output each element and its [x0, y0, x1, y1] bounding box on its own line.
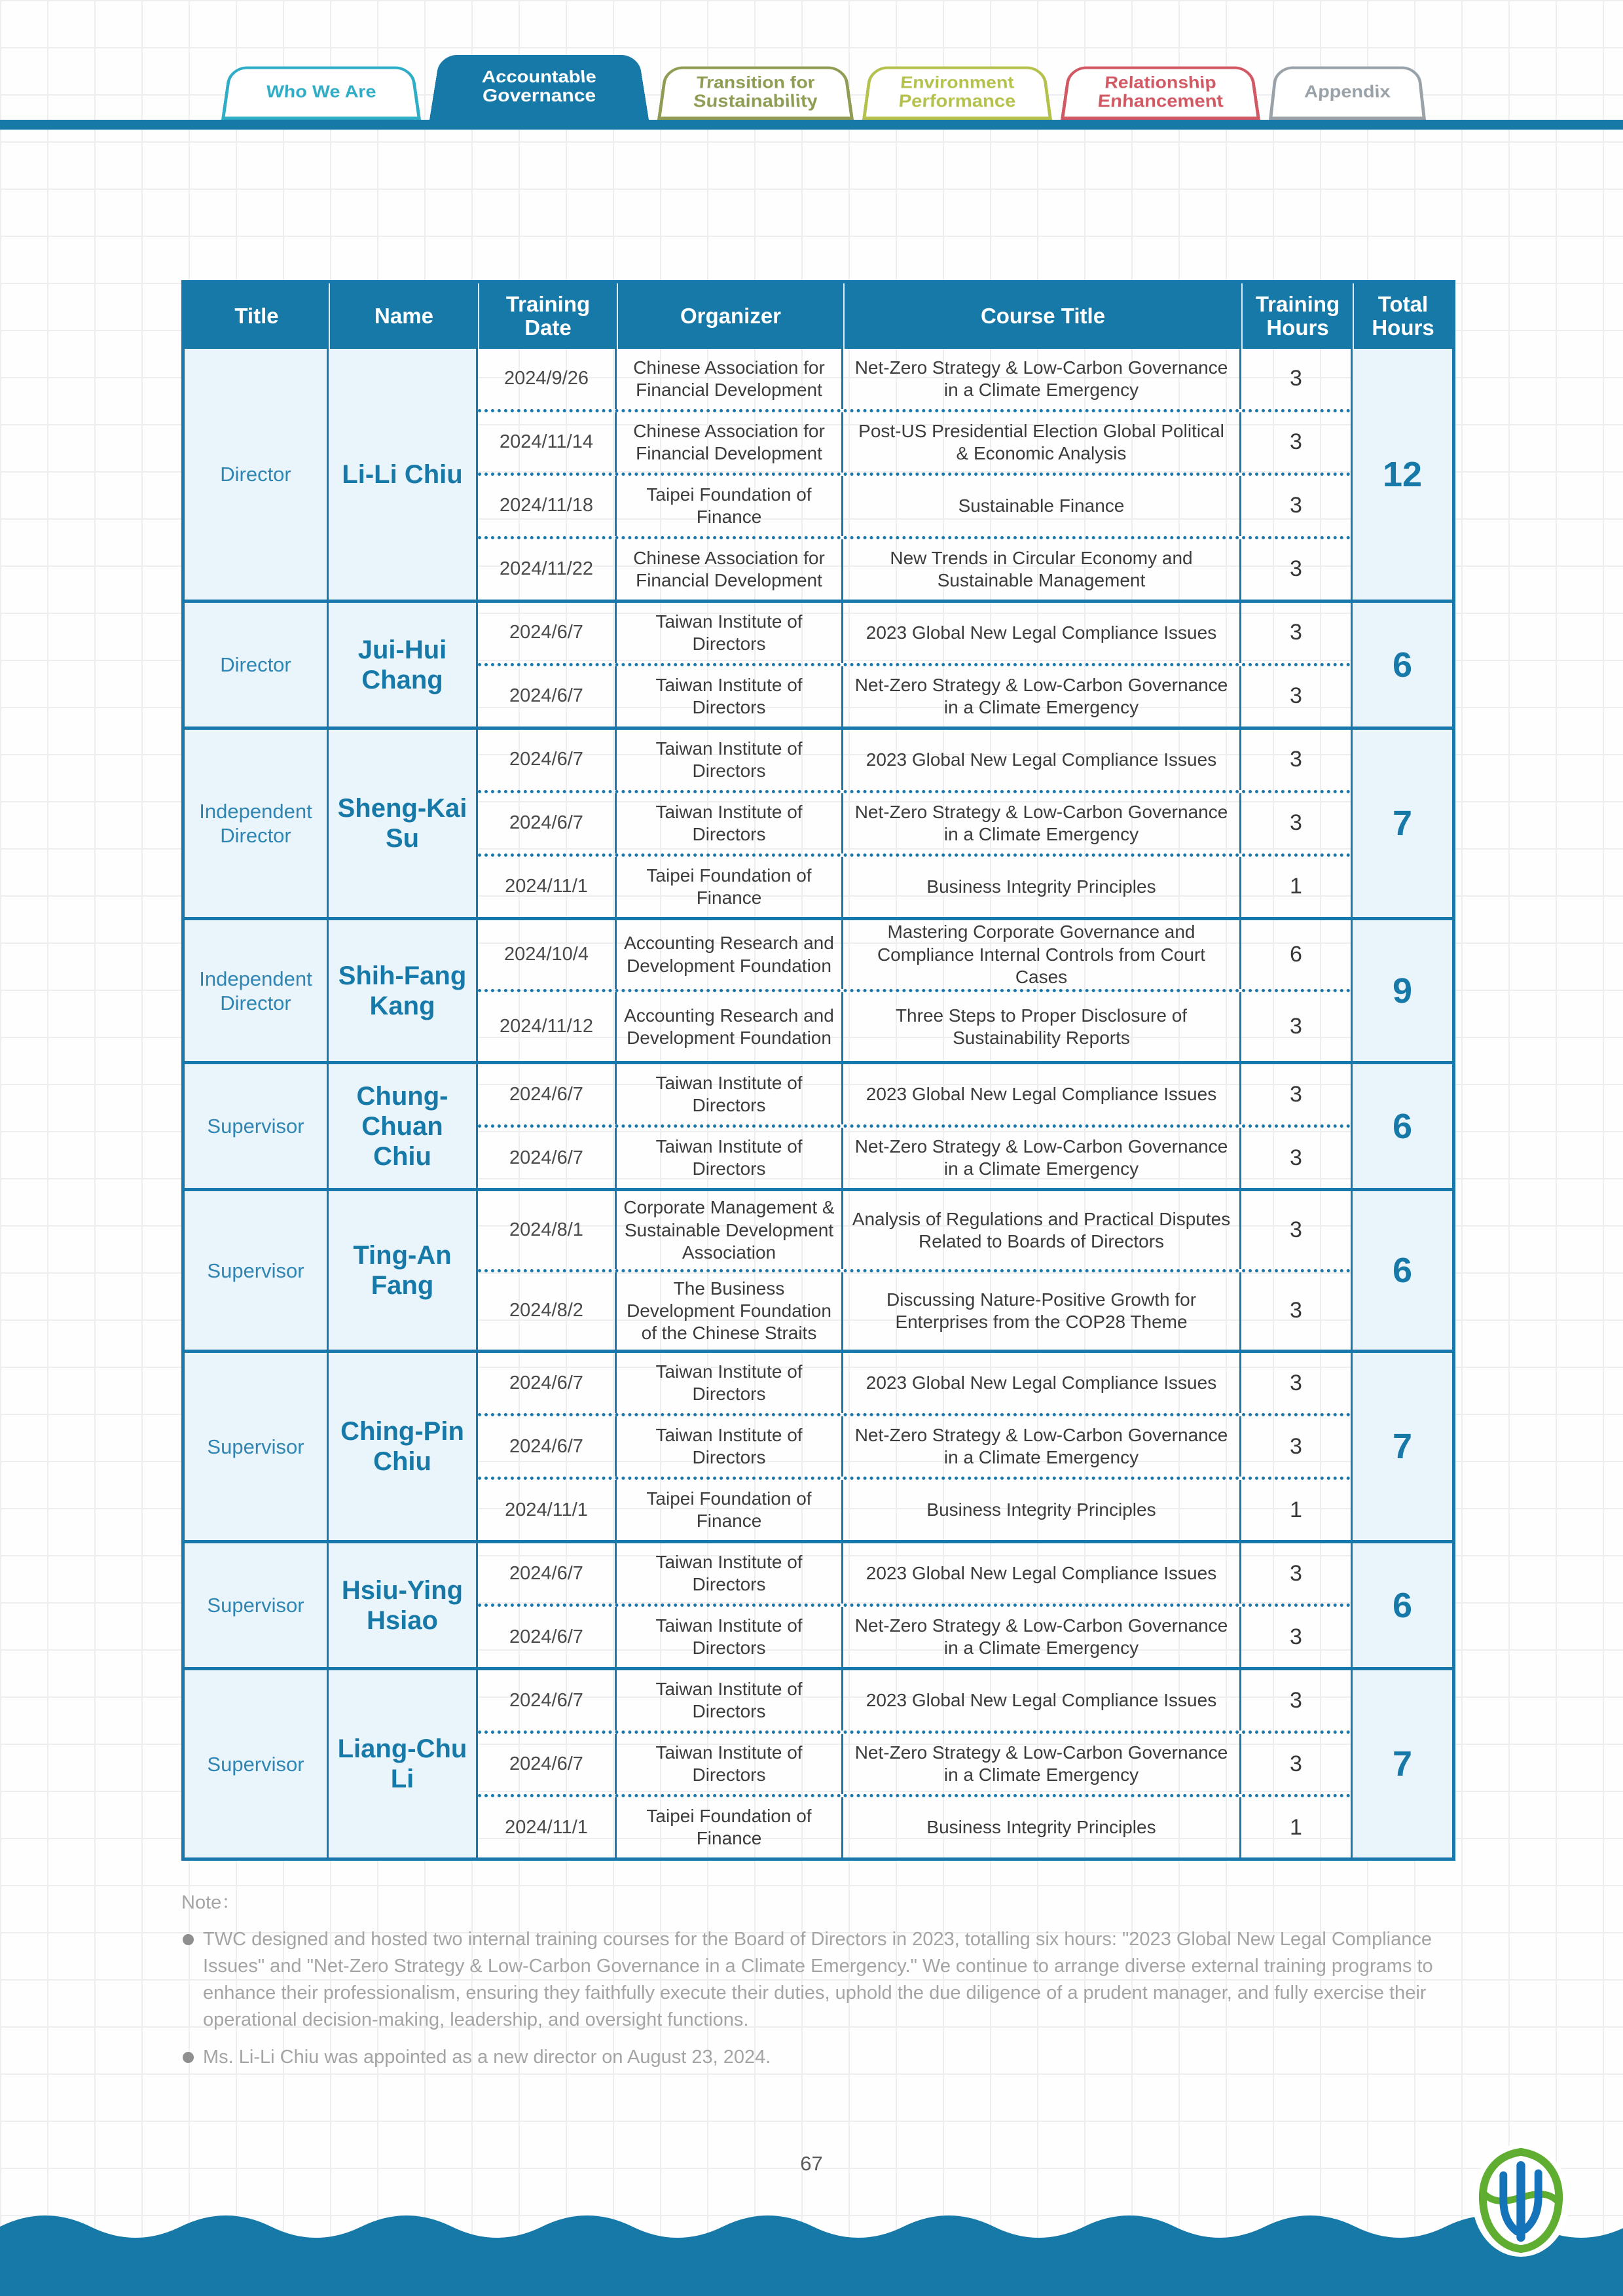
- name-cell: Chung-Chuan Chiu: [329, 1064, 478, 1188]
- note-item: [181, 1926, 1445, 2034]
- record-course: Discussing Nature-Positive Growth for Enterprises from the COP28 Theme: [843, 1272, 1241, 1350]
- records: [478, 1064, 1353, 1188]
- record-date: 2024/6/7: [478, 1416, 617, 1477]
- note-text: TWC designed and hosted two internal training courses for the Board of Directors in 2023, totalling six hours: "2023 Global New Legal Compliance Issues" and "Net-Zero Strategy & Low-Carbon Governance in a Climate Emergency." We continue to arrange diverse external training programs to enhance their professionalism, ensuring they faithfully execute their duties, uphold the due diligence of a prudent manager, and fully exercise their operational decision-making, leadership, and oversight functions.: [203, 1928, 1433, 2031]
- record-course: Business Integrity Principles: [843, 857, 1241, 917]
- tab-environment-performance[interactable]: [862, 66, 1052, 120]
- header-training-hours: Training Hours: [1241, 283, 1353, 349]
- total-cell: 12: [1353, 349, 1452, 600]
- record-organizer: Taiwan Institute of Directors: [617, 1128, 843, 1188]
- table-row: [478, 663, 1351, 726]
- record-organizer: Accounting Research and Development Foundation: [617, 920, 843, 989]
- tab-accountable-governance[interactable]: [429, 55, 649, 120]
- record-date: 2024/6/7: [478, 1353, 617, 1413]
- report-section-tabs: [221, 45, 1426, 120]
- bullet-icon: [183, 2052, 194, 2063]
- record-hours: 1: [1290, 1497, 1302, 1522]
- tab-appendix[interactable]: [1269, 66, 1426, 120]
- table-row: [478, 920, 1351, 989]
- record-course: 2023 Global New Legal Compliance Issues: [843, 1353, 1241, 1413]
- header-organizer: Organizer: [617, 283, 843, 349]
- record-course: Net-Zero Strategy & Low-Carbon Governance in a Climate Emergency: [843, 1128, 1241, 1188]
- header-title: Title: [234, 303, 279, 328]
- note-list: [181, 1926, 1445, 2072]
- record-course: Net-Zero Strategy & Low-Carbon Governance in a Climate Emergency: [843, 1416, 1241, 1477]
- record-course: Sustainable Finance: [843, 476, 1241, 536]
- footer-wave: [0, 2194, 1623, 2296]
- total-cell: 6: [1353, 1191, 1452, 1350]
- record-hours: 3: [1290, 747, 1302, 772]
- table-header-row: [185, 283, 1452, 349]
- total-cell: 6: [1353, 1543, 1452, 1667]
- tab-label: Accountable Governance: [481, 66, 597, 106]
- record-organizer: Taiwan Institute of Directors: [617, 666, 843, 726]
- table-row: [478, 1413, 1351, 1477]
- record-hours: 3: [1290, 1433, 1302, 1459]
- table-group: [185, 1540, 1452, 1667]
- record-hours: 3: [1290, 1217, 1302, 1242]
- name-cell: Ting-An Fang: [329, 1191, 478, 1350]
- table-group: [185, 1667, 1452, 1857]
- record-hours: 3: [1290, 1014, 1302, 1039]
- table-row: [478, 730, 1351, 790]
- record-hours: 3: [1290, 1081, 1302, 1107]
- record-organizer: Taiwan Institute of Directors: [617, 603, 843, 663]
- record-organizer: Taiwan Institute of Directors: [617, 1353, 843, 1413]
- record-course: 2023 Global New Legal Compliance Issues: [843, 603, 1241, 663]
- title-cell: Supervisor: [185, 1191, 329, 1350]
- record-hours: 3: [1290, 1370, 1302, 1395]
- header-name: Name: [329, 283, 478, 349]
- record-hours: 1: [1290, 874, 1302, 899]
- tab-label: Relationship Enhancement: [1097, 73, 1224, 111]
- note-section: [181, 1890, 1445, 2071]
- table-row: [478, 1543, 1351, 1604]
- table-group: [185, 349, 1452, 600]
- record-hours: 3: [1290, 366, 1302, 391]
- table-row: [478, 1477, 1351, 1540]
- name-cell: Liang-Chu Li: [329, 1670, 478, 1857]
- table-row: [478, 1794, 1351, 1857]
- total-cell: 7: [1353, 730, 1452, 917]
- page-number: 67: [800, 2152, 823, 2175]
- record-course: Net-Zero Strategy & Low-Carbon Governance in a Climate Emergency: [843, 1734, 1241, 1794]
- records: [478, 1353, 1353, 1540]
- record-organizer: Chinese Association for Financial Development: [617, 539, 843, 600]
- records: [478, 730, 1353, 917]
- tab-label: Who We Are: [265, 82, 377, 101]
- record-course: Net-Zero Strategy & Low-Carbon Governance in a Climate Emergency: [843, 793, 1241, 853]
- record-date: 2024/11/22: [478, 539, 617, 600]
- record-date: 2024/6/7: [478, 1128, 617, 1188]
- table-group: [185, 1061, 1452, 1188]
- record-organizer: Taiwan Institute of Directors: [617, 1607, 843, 1667]
- record-date: 2024/9/26: [478, 349, 617, 409]
- record-hours: 3: [1290, 1687, 1302, 1713]
- title-cell: Independent Director: [185, 920, 329, 1061]
- name-cell: Jui-Hui Chang: [329, 603, 478, 726]
- record-hours: 3: [1290, 556, 1302, 582]
- record-course: Three Steps to Proper Disclosure of Sustainability Reports: [843, 992, 1241, 1061]
- total-cell: 6: [1353, 603, 1452, 726]
- table-row: [478, 1731, 1351, 1794]
- tab-relationship-enhancement[interactable]: [1061, 66, 1260, 120]
- record-hours: 3: [1290, 1145, 1302, 1170]
- record-course: Net-Zero Strategy & Low-Carbon Governance in a Climate Emergency: [843, 1607, 1241, 1667]
- note-label: Note：: [181, 1892, 241, 1914]
- record-course: Net-Zero Strategy & Low-Carbon Governance in a Climate Emergency: [843, 666, 1241, 726]
- tab-transition-for-sustainability[interactable]: [657, 66, 854, 120]
- record-date: 2024/11/14: [478, 412, 617, 473]
- table-row: [478, 853, 1351, 917]
- bullet-icon: [183, 1934, 194, 1945]
- table-row: [478, 1353, 1351, 1413]
- title-cell: Director: [185, 349, 329, 600]
- total-cell: 7: [1353, 1670, 1452, 1857]
- total-cell: 7: [1353, 1353, 1452, 1540]
- record-organizer: Taiwan Institute of Directors: [617, 1734, 843, 1794]
- note-item: [181, 2044, 1445, 2071]
- record-date: 2024/6/7: [478, 1607, 617, 1667]
- header-training-date: Training Date: [478, 283, 617, 349]
- record-organizer: Corporate Management & Sustainable Development Association: [617, 1191, 843, 1268]
- record-course: 2023 Global New Legal Compliance Issues: [843, 730, 1241, 790]
- record-date: 2024/11/1: [478, 1797, 617, 1857]
- name-cell: Shih-Fang Kang: [329, 920, 478, 1061]
- training-table: [181, 280, 1455, 1861]
- total-cell: 6: [1353, 1064, 1452, 1188]
- record-date: 2024/6/7: [478, 793, 617, 853]
- record-course: Net-Zero Strategy & Low-Carbon Governance in a Climate Emergency: [843, 349, 1241, 409]
- record-hours: 3: [1290, 1298, 1302, 1323]
- name-cell: Sheng-Kai Su: [329, 730, 478, 917]
- header-course-title: Course Title: [843, 283, 1241, 349]
- record-hours: 3: [1290, 810, 1302, 836]
- total-cell: 9: [1353, 920, 1452, 1061]
- record-hours: 1: [1290, 1814, 1302, 1840]
- table-group: [185, 1188, 1452, 1350]
- record-organizer: Chinese Association for Financial Development: [617, 349, 843, 409]
- name-cell: Hsiu-Ying Hsiao: [329, 1543, 478, 1667]
- records: [478, 349, 1353, 600]
- record-course: Mastering Corporate Governance and Compliance Internal Controls from Court Cases: [843, 920, 1241, 989]
- record-organizer: Taiwan Institute of Directors: [617, 730, 843, 790]
- name-cell: Li-Li Chiu: [329, 349, 478, 600]
- record-organizer: Taiwan Institute of Directors: [617, 793, 843, 853]
- record-organizer: Taipei Foundation of Finance: [617, 857, 843, 917]
- record-organizer: Taiwan Institute of Directors: [617, 1416, 843, 1477]
- record-organizer: Accounting Research and Development Foundation: [617, 992, 843, 1061]
- table-row: [478, 1670, 1351, 1731]
- record-hours: 3: [1290, 620, 1302, 645]
- record-date: 2024/8/1: [478, 1191, 617, 1268]
- record-organizer: Taipei Foundation of Finance: [617, 476, 843, 536]
- record-course: New Trends in Circular Economy and Sustainable Management: [843, 539, 1241, 600]
- table-row: [478, 349, 1351, 409]
- record-date: 2024/11/1: [478, 857, 617, 917]
- record-date: 2024/8/2: [478, 1272, 617, 1350]
- record-date: 2024/6/7: [478, 1064, 617, 1124]
- record-course: Post-US Presidential Election Global Political & Economic Analysis: [843, 412, 1241, 473]
- record-date: 2024/6/7: [478, 1543, 617, 1604]
- table-row: [478, 790, 1351, 853]
- record-date: 2024/6/7: [478, 1734, 617, 1794]
- record-date: 2024/10/4: [478, 920, 617, 989]
- table-row: [478, 989, 1351, 1061]
- record-organizer: Taipei Foundation of Finance: [617, 1797, 843, 1857]
- title-cell: Supervisor: [185, 1670, 329, 1857]
- record-organizer: Taipei Foundation of Finance: [617, 1480, 843, 1540]
- record-date: 2024/6/7: [478, 666, 617, 726]
- record-course: Analysis of Regulations and Practical Disputes Related to Boards of Directors: [843, 1191, 1241, 1268]
- records: [478, 1543, 1353, 1667]
- record-hours: 3: [1290, 429, 1302, 455]
- title-cell: Independent Director: [185, 730, 329, 917]
- table-row: [478, 1269, 1351, 1350]
- records: [478, 1670, 1353, 1857]
- records: [478, 603, 1353, 726]
- table-group: [185, 600, 1452, 726]
- table-row: [478, 603, 1351, 663]
- record-course: 2023 Global New Legal Compliance Issues: [843, 1543, 1241, 1604]
- record-organizer: The Business Development Foundation of the Chinese Straits: [617, 1272, 843, 1350]
- table-group: [185, 726, 1452, 917]
- record-date: 2024/6/7: [478, 730, 617, 790]
- record-course: 2023 Global New Legal Compliance Issues: [843, 1670, 1241, 1731]
- record-organizer: Taiwan Institute of Directors: [617, 1064, 843, 1124]
- record-organizer: Chinese Association for Financial Development: [617, 412, 843, 473]
- record-hours: 3: [1290, 1624, 1302, 1649]
- company-logo: [1472, 2144, 1570, 2257]
- tab-label: Appendix: [1304, 82, 1391, 101]
- table-group: [185, 917, 1452, 1061]
- header-total-hours: Total Hours: [1353, 283, 1452, 349]
- table-group: [185, 1350, 1452, 1540]
- table-row: [478, 1124, 1351, 1188]
- record-date: 2024/6/7: [478, 603, 617, 663]
- record-organizer: Taiwan Institute of Directors: [617, 1543, 843, 1604]
- records: [478, 920, 1353, 1061]
- tab-bar-underline: [0, 120, 1623, 130]
- table-row: [478, 473, 1351, 536]
- main-content: [181, 280, 1455, 2081]
- record-hours: 3: [1290, 493, 1302, 518]
- table-row: [478, 409, 1351, 473]
- tab-who-we-are[interactable]: [221, 66, 421, 120]
- table-row: [478, 1191, 1351, 1268]
- note-text: Ms. Li-Li Chiu was appointed as a new director on August 23, 2024.: [203, 2047, 771, 2068]
- record-course: Business Integrity Principles: [843, 1797, 1241, 1857]
- record-course: Business Integrity Principles: [843, 1480, 1241, 1540]
- tab-label: Environment Performance: [898, 73, 1017, 111]
- record-course: 2023 Global New Legal Compliance Issues: [843, 1064, 1241, 1124]
- title-cell: Supervisor: [185, 1353, 329, 1540]
- table-body: [185, 349, 1452, 1857]
- tab-label: Transition for Sustainability: [692, 73, 819, 111]
- record-hours: 3: [1290, 1751, 1302, 1776]
- record-hours: 3: [1290, 1560, 1302, 1586]
- title-cell: Director: [185, 603, 329, 726]
- record-hours: 6: [1290, 941, 1302, 967]
- record-date: 2024/11/1: [478, 1480, 617, 1540]
- table-row: [478, 1064, 1351, 1124]
- table-row: [478, 536, 1351, 600]
- records: [478, 1191, 1353, 1350]
- table-row: [478, 1604, 1351, 1667]
- title-cell: Supervisor: [185, 1543, 329, 1667]
- record-date: 2024/11/18: [478, 476, 617, 536]
- title-cell: Supervisor: [185, 1064, 329, 1188]
- record-hours: 3: [1290, 683, 1302, 709]
- record-date: 2024/11/12: [478, 992, 617, 1061]
- record-organizer: Taiwan Institute of Directors: [617, 1670, 843, 1731]
- name-cell: Ching-Pin Chiu: [329, 1353, 478, 1540]
- record-date: 2024/6/7: [478, 1670, 617, 1731]
